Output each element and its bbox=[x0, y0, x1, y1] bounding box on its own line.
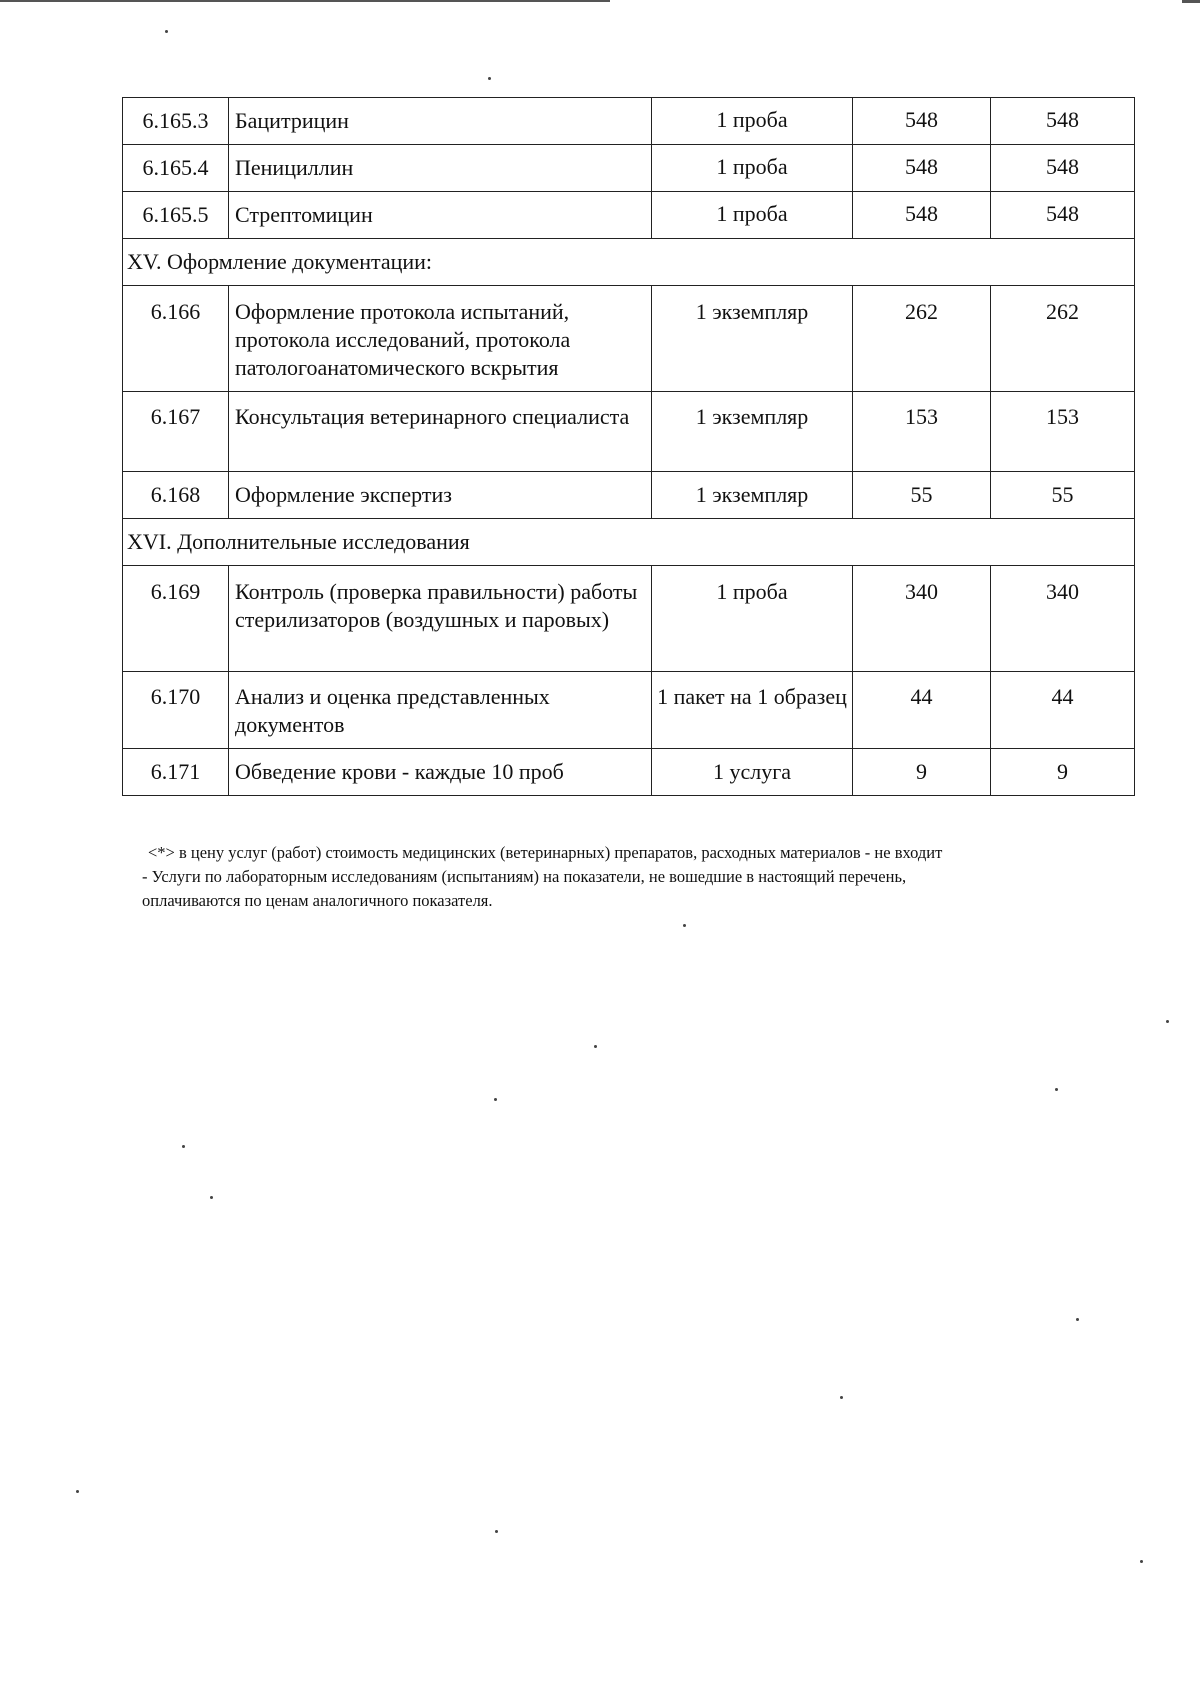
price-secondary: 548 bbox=[991, 192, 1135, 239]
service-name: Оформление экспертиз bbox=[229, 472, 652, 519]
price-secondary: 548 bbox=[991, 98, 1135, 145]
service-code: 6.171 bbox=[123, 749, 229, 796]
service-name: Обведение крови - каждые 10 проб bbox=[229, 749, 652, 796]
footnote-line: <*> в цену услуг (работ) стоимость медицинских (ветеринарных) препаратов, расходных материалов - не входит bbox=[148, 843, 943, 862]
section-title: XVI. Дополнительные исследования bbox=[123, 519, 1135, 566]
scan-speck bbox=[1140, 1560, 1143, 1563]
service-unit: 1 экземпляр bbox=[652, 392, 853, 472]
service-code: 6.169 bbox=[123, 566, 229, 672]
section-header-row bbox=[123, 239, 1135, 286]
service-name: Бацитрицин bbox=[229, 98, 652, 145]
table-row bbox=[123, 192, 1135, 239]
service-code: 6.167 bbox=[123, 392, 229, 472]
scan-speck bbox=[1166, 1020, 1169, 1023]
price-primary: 9 bbox=[853, 749, 991, 796]
table-row bbox=[123, 98, 1135, 145]
service-name: Оформление протокола испытаний, протокола исследований, протокола патологоанатомического вскрытия bbox=[229, 286, 652, 392]
price-primary: 548 bbox=[853, 98, 991, 145]
service-code: 6.165.3 bbox=[123, 98, 229, 145]
service-unit: 1 проба bbox=[652, 566, 853, 672]
service-name: Пенициллин bbox=[229, 145, 652, 192]
service-unit: 1 проба bbox=[652, 192, 853, 239]
scan-speck bbox=[840, 1396, 843, 1399]
price-secondary: 9 bbox=[991, 749, 1135, 796]
service-unit: 1 проба bbox=[652, 145, 853, 192]
price-primary: 340 bbox=[853, 566, 991, 672]
service-unit: 1 услуга bbox=[652, 749, 853, 796]
service-unit: 1 проба bbox=[652, 98, 853, 145]
scan-speck bbox=[488, 77, 491, 80]
table-row bbox=[123, 672, 1135, 749]
scan-speck bbox=[165, 30, 168, 33]
price-primary: 55 bbox=[853, 472, 991, 519]
price-secondary: 262 bbox=[991, 286, 1135, 392]
scan-edge-mark bbox=[1182, 0, 1200, 3]
scan-speck bbox=[594, 1045, 597, 1048]
scan-speck bbox=[76, 1490, 79, 1493]
service-name: Анализ и оценка представленных документов bbox=[229, 672, 652, 749]
price-primary: 548 bbox=[853, 145, 991, 192]
scan-speck bbox=[210, 1196, 213, 1199]
price-secondary: 55 bbox=[991, 472, 1135, 519]
table-row bbox=[123, 286, 1135, 392]
service-code: 6.170 bbox=[123, 672, 229, 749]
table-row bbox=[123, 145, 1135, 192]
service-unit: 1 экземпляр bbox=[652, 472, 853, 519]
service-name: Контроль (проверка правильности) работы стерилизаторов (воздушных и паровых) bbox=[229, 566, 652, 672]
scan-speck bbox=[494, 1098, 497, 1101]
scan-speck bbox=[182, 1145, 185, 1148]
section-title: XV. Оформление документации: bbox=[123, 239, 1135, 286]
footnote-line: - Услуги по лабораторным исследованиям (испытаниям) на показатели, не вошедшие в настоящий перечень, bbox=[142, 867, 907, 886]
service-code: 6.165.4 bbox=[123, 145, 229, 192]
scan-speck bbox=[495, 1530, 498, 1533]
service-code: 6.168 bbox=[123, 472, 229, 519]
scan-speck bbox=[683, 924, 686, 927]
service-unit: 1 пакет на 1 образец bbox=[652, 672, 853, 749]
table-row bbox=[123, 566, 1135, 672]
price-table bbox=[122, 97, 1135, 796]
price-primary: 153 bbox=[853, 392, 991, 472]
service-name: Консультация ветеринарного специалиста bbox=[229, 392, 652, 472]
price-primary: 262 bbox=[853, 286, 991, 392]
table-row bbox=[123, 749, 1135, 796]
footnote-line: оплачиваются по ценам аналогичного показателя. bbox=[142, 891, 493, 910]
price-primary: 548 bbox=[853, 192, 991, 239]
table-row bbox=[123, 392, 1135, 472]
scan-speck bbox=[1076, 1318, 1079, 1321]
footnote bbox=[142, 841, 1132, 913]
section-header-row bbox=[123, 519, 1135, 566]
price-primary: 44 bbox=[853, 672, 991, 749]
service-code: 6.166 bbox=[123, 286, 229, 392]
price-secondary: 340 bbox=[991, 566, 1135, 672]
price-secondary: 548 bbox=[991, 145, 1135, 192]
price-secondary: 153 bbox=[991, 392, 1135, 472]
service-unit: 1 экземпляр bbox=[652, 286, 853, 392]
service-code: 6.165.5 bbox=[123, 192, 229, 239]
service-name: Стрептомицин bbox=[229, 192, 652, 239]
price-secondary: 44 bbox=[991, 672, 1135, 749]
scan-speck bbox=[1055, 1088, 1058, 1091]
table-row bbox=[123, 472, 1135, 519]
scan-edge-line bbox=[0, 0, 610, 2]
